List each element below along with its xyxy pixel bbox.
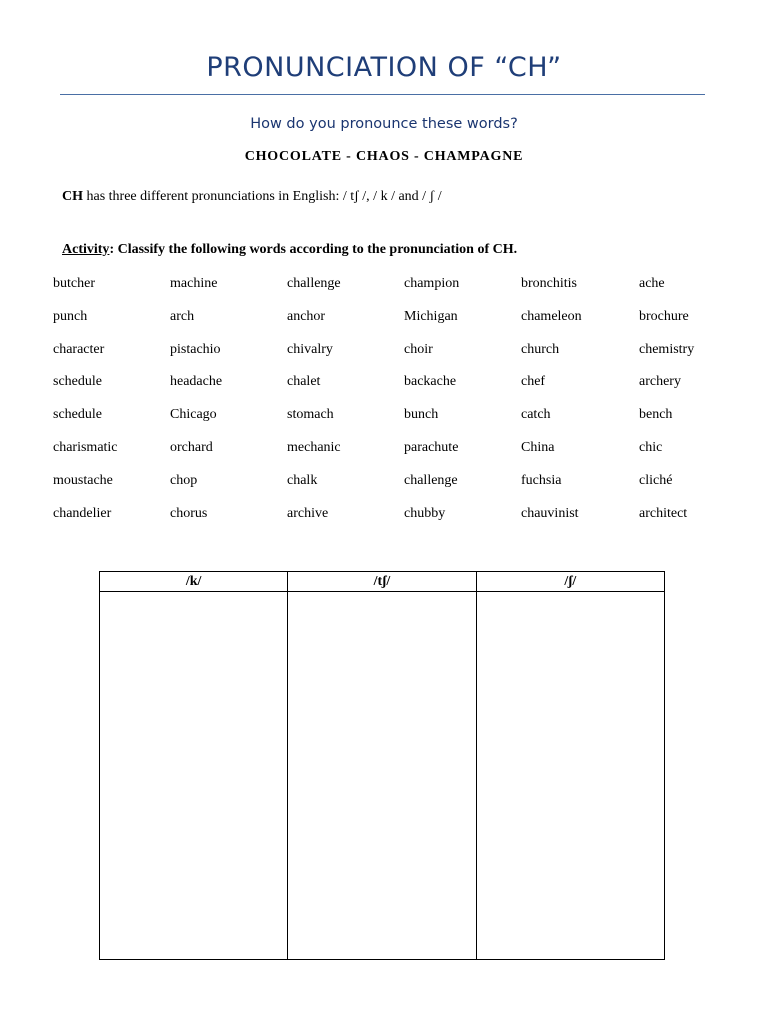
word: schedule: [53, 374, 102, 390]
word: moustache: [53, 472, 113, 488]
word: architect: [639, 505, 688, 521]
word: butcher: [53, 276, 95, 291]
answer-cell-sh[interactable]: [476, 592, 664, 960]
word: church: [521, 341, 560, 357]
word: chivalry: [287, 341, 333, 357]
word: mechanic: [287, 439, 341, 455]
word: machine: [170, 276, 218, 291]
word: chandelier: [53, 505, 112, 521]
activity-label: Activity: [62, 242, 110, 257]
word: pistachio: [170, 341, 221, 357]
word: ache: [639, 276, 665, 291]
word: Chicago: [170, 407, 217, 423]
word: chorus: [170, 505, 208, 521]
question-heading: How do you pronounce these words?: [250, 116, 518, 132]
word: arch: [170, 308, 195, 324]
title-divider: [60, 94, 705, 95]
activity-text: : Classify the following words according to the pronunciation of CH.: [109, 242, 518, 257]
intro-text: has three different pronunciations in English: / tʃ /, / k / and / ʃ /: [83, 189, 442, 204]
word: chubby: [404, 505, 446, 521]
example-words: CHOCOLATE - CHAOS - CHAMPAGNE: [244, 149, 524, 164]
activity-instruction: [62, 242, 517, 258]
word: bench: [639, 407, 673, 423]
word: parachute: [404, 439, 459, 455]
word: chalet: [287, 374, 321, 390]
word: champion: [404, 276, 460, 291]
word: chef: [521, 374, 546, 390]
table-answer-row: [100, 592, 665, 960]
word: backache: [404, 374, 457, 390]
intro-bold: CH: [62, 189, 83, 204]
word: anchor: [287, 308, 326, 324]
table-header-row: [100, 572, 665, 592]
page-title: PRONUNCIATION OF “CH”: [206, 52, 562, 83]
answer-cell-k[interactable]: [100, 592, 288, 960]
column-header-k: /k/: [100, 572, 288, 592]
word: bronchitis: [521, 276, 577, 291]
word: chemistry: [639, 341, 695, 357]
word: cliché: [639, 472, 673, 488]
word: bunch: [404, 407, 439, 423]
word: schedule: [53, 407, 102, 423]
word: chic: [639, 439, 663, 455]
word: choir: [404, 341, 433, 357]
answer-cell-tsh[interactable]: [288, 592, 476, 960]
column-header-sh: /ʃ/: [476, 572, 664, 592]
word: Michigan: [404, 308, 458, 324]
word: fuchsia: [521, 472, 562, 488]
word: stomach: [287, 407, 334, 423]
word: chop: [170, 472, 198, 488]
word: chameleon: [521, 308, 582, 324]
word: brochure: [639, 308, 689, 324]
column-header-tsh: /tʃ/: [288, 572, 476, 592]
word: challenge: [287, 276, 341, 291]
word: catch: [521, 407, 551, 423]
word: chalk: [287, 472, 318, 488]
word: China: [521, 439, 555, 455]
classification-table: [99, 571, 665, 960]
word: headache: [170, 374, 223, 390]
word: charismatic: [53, 439, 118, 455]
word: challenge: [404, 472, 458, 488]
word: character: [53, 341, 105, 357]
word: punch: [53, 308, 88, 324]
word: chauvinist: [521, 505, 579, 521]
word: archive: [287, 505, 329, 521]
word: archery: [639, 374, 681, 390]
intro-sentence: [62, 189, 442, 205]
word: orchard: [170, 439, 213, 455]
